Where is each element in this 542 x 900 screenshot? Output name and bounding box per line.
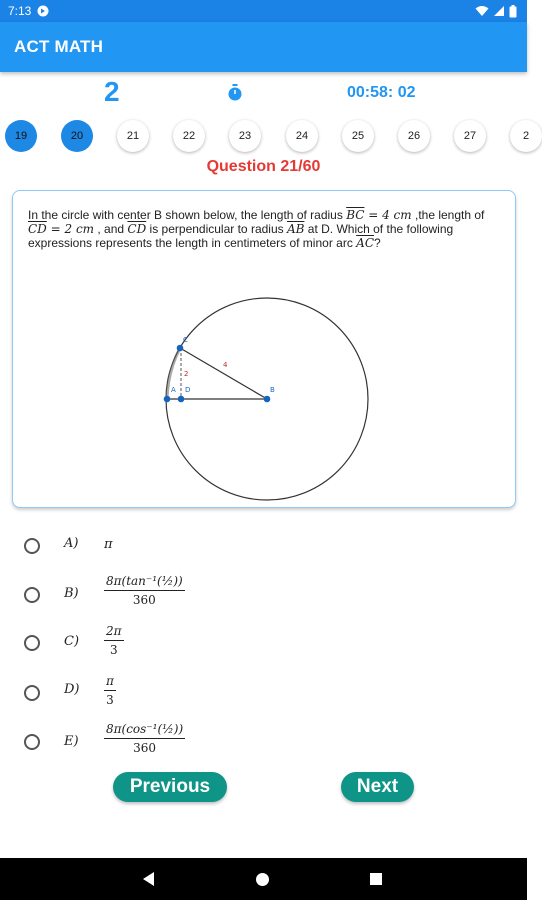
back-icon[interactable] — [143, 872, 155, 886]
question-card — [12, 190, 516, 508]
quiz-header — [0, 76, 527, 112]
question-number-button[interactable]: 24 — [286, 120, 318, 152]
question-number-button[interactable]: 27 — [454, 120, 486, 152]
radius-bc — [180, 348, 267, 399]
numerator: π — [104, 674, 116, 691]
app-bar — [0, 22, 527, 72]
numerator: 2π — [104, 624, 124, 641]
option-a-radio[interactable] — [24, 538, 40, 554]
option-b-radio[interactable] — [24, 587, 40, 603]
arc-ac: $\overline{AC}$ — [356, 236, 375, 250]
status-time: 7:13 — [8, 4, 32, 18]
status-bar — [0, 0, 527, 22]
countdown-timer: 00:58: 02 — [347, 84, 416, 101]
point-b — [264, 396, 271, 403]
app-title: ACT MATH — [14, 37, 104, 56]
point-d — [178, 396, 185, 403]
option-e-value — [104, 722, 185, 755]
next-button[interactable]: Next — [341, 772, 414, 802]
question-heading: Question 21/60 — [206, 158, 321, 175]
question-number-button[interactable]: 25 — [342, 120, 374, 152]
segment-cd: $\overline{CD}$ — [127, 222, 147, 236]
question-text: In the circle with center B shown below, the length of radius $\overline{BC} = 4$ cm ,the length of $\overline{CD} = 2$ cm , and $\overline{CD}$ is perpendicular to radius $\overline{AB}$ at D. Which of the following expressions represents the length in centimeters of minor arc $\overline{AC}$? — [28, 208, 485, 250]
fraction — [104, 722, 185, 755]
system-nav-bar — [0, 858, 527, 900]
notification-icon — [37, 5, 49, 17]
option-d-letter: D) — [64, 682, 80, 697]
circle-diagram — [163, 291, 373, 501]
battery-icon — [509, 5, 517, 18]
numerator: 8π(tan⁻¹(½)) — [104, 574, 185, 591]
previous-button[interactable]: Previous — [113, 772, 227, 802]
option-c-letter: C) — [64, 634, 80, 649]
home-icon[interactable] — [256, 873, 269, 886]
question-number-button[interactable]: 26 — [398, 120, 430, 152]
option-e-radio[interactable] — [24, 734, 40, 750]
segment-cd: $\overline{CD}$ — [28, 222, 47, 236]
status-right — [475, 5, 517, 18]
fraction — [104, 574, 185, 607]
segment-bc: $\overline{BC}$ — [346, 208, 365, 222]
question-number-button[interactable]: 20 — [61, 120, 93, 152]
wifi-icon — [475, 5, 489, 17]
option-c-radio[interactable] — [24, 635, 40, 651]
segment-ab: $\overline{AB}$ — [286, 222, 305, 236]
numerator: 8π(cos⁻¹(½)) — [104, 722, 185, 739]
option-c-value — [104, 624, 124, 657]
option-d-radio[interactable] — [24, 685, 40, 701]
answered-counter: 2 — [104, 76, 120, 107]
question-number-button[interactable]: 22 — [173, 120, 205, 152]
fraction — [104, 674, 116, 707]
signal-icon — [493, 5, 505, 17]
stopwatch-icon — [227, 84, 243, 101]
question-number-button[interactable]: 21 — [117, 120, 149, 152]
status-left — [8, 4, 49, 18]
recent-apps-icon[interactable] — [370, 873, 382, 885]
label-cd-length: 2 — [184, 370, 189, 378]
option-a-letter: A) — [64, 536, 79, 551]
label-c: C — [183, 336, 188, 344]
option-b-letter: B) — [64, 586, 79, 601]
label-d: D — [185, 386, 191, 394]
option-a-value: π — [104, 537, 113, 552]
denominator: 3 — [109, 643, 118, 657]
denominator: 360 — [132, 593, 156, 607]
option-e-letter: E) — [64, 734, 79, 749]
option-b-value — [104, 574, 185, 607]
label-bc-length: 4 — [223, 361, 228, 369]
question-number-button[interactable]: 23 — [229, 120, 261, 152]
question-number-button[interactable]: 2 — [510, 120, 542, 152]
option-d-value — [104, 674, 116, 707]
label-b: B — [270, 386, 275, 394]
point-c — [177, 345, 184, 352]
fraction — [104, 624, 124, 657]
question-number-button[interactable]: 19 — [5, 120, 37, 152]
point-a — [164, 396, 171, 403]
label-a: A — [171, 386, 176, 394]
denominator: 360 — [133, 741, 157, 755]
question-number-strip[interactable] — [0, 118, 530, 156]
denominator: 3 — [106, 693, 114, 707]
